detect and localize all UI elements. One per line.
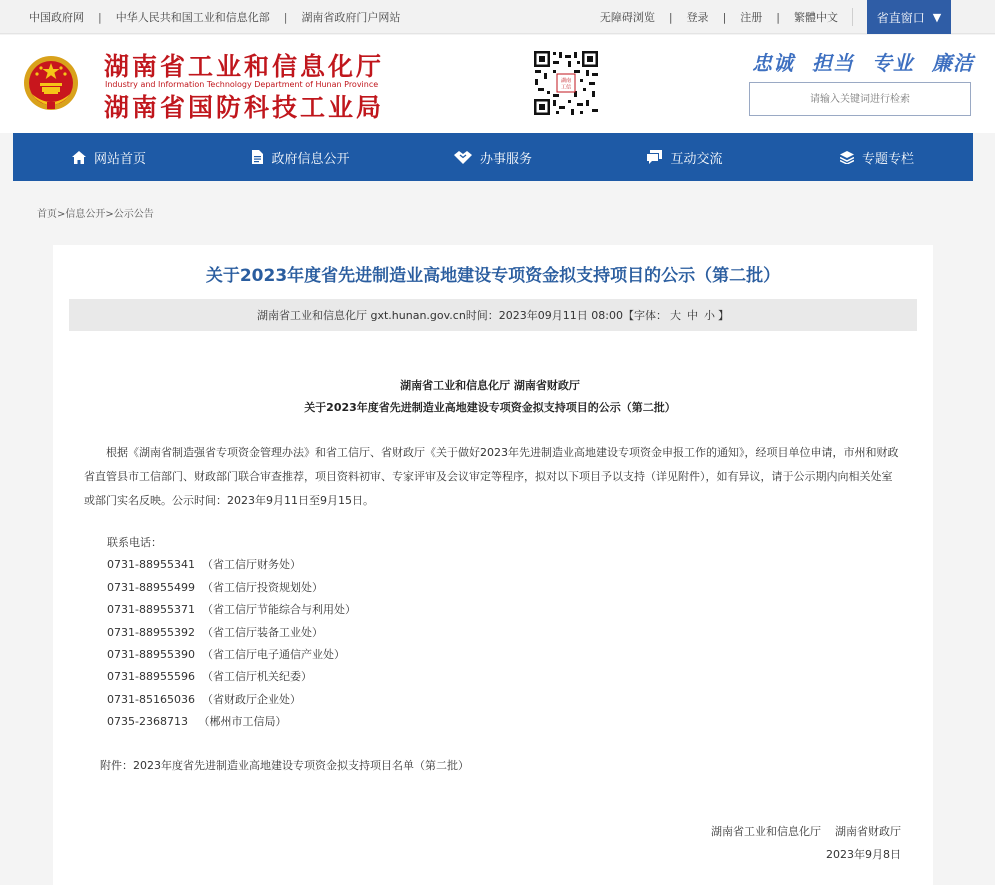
attachment: [100, 757, 469, 773]
contact-dept: （省工信厅节能综合与利用处）: [201, 603, 356, 617]
handshake-icon: [454, 151, 472, 164]
contact-phone: 0735-2368713: [107, 715, 188, 729]
nav-item-label: 网站首页: [93, 151, 146, 167]
article-body: 根据《湖南省制造强省专项资金管理办法》和省工信厅、省财政厅《关于做好2023年先进制造业高地建设专项资金申报工作的通知》，经项目单位申请，市州和财政省直管县市工信部门、财政部门联合审查推荐，项目资料初审、专家评审及会议审定等程序，拟对以下项目予以支持（详见附件），如有异议，请于公示期内向相关处室或部门实名反映。公示时间：2023年9月11日至9月15日。: [84, 446, 899, 507]
layers-icon: [840, 151, 854, 164]
article-title: 关于2023年度省先进制造业高地建设专项资金拟支持项目的公示（第二批）: [205, 266, 781, 286]
separator: |: [98, 10, 102, 24]
provincial-window-button[interactable]: [867, 0, 951, 34]
nav-item-label: 政府信息公开: [271, 151, 350, 167]
article-meta-bar: [69, 299, 917, 331]
slogan-word: 忠诚: [752, 51, 794, 75]
contact-item: [107, 622, 356, 644]
meta-time: 时间：2023年09月11日 08:00: [465, 309, 623, 322]
contact-phone: 0731-88955392: [107, 625, 195, 639]
document-issuers: 湖南省工业和信息化厅 湖南省财政厅: [400, 379, 580, 392]
org-title-english: Industry and Information Technology Department of Hunan Province: [105, 80, 379, 89]
meta-font-close: 】: [718, 309, 729, 322]
slogan: [752, 47, 984, 76]
document-heading: 关于2023年度省先进制造业高地建设专项资金拟支持项目的公示（第二批）: [304, 401, 676, 414]
main-nav: [13, 133, 973, 181]
login-link[interactable]: 登录: [686, 11, 709, 24]
meta-font-label: 【字体：: [623, 309, 667, 322]
document-icon: [252, 150, 263, 164]
link-gov-cn[interactable]: 中国政府网: [29, 11, 84, 24]
contact-item: [107, 599, 356, 621]
contact-phone: 0731-85165036: [107, 692, 195, 706]
divider: [852, 8, 853, 26]
contact-label: 联系电话：: [107, 536, 162, 549]
nav-item-services[interactable]: [397, 133, 589, 181]
register-link[interactable]: 注册: [740, 11, 763, 24]
nav-item-label: 办事服务: [479, 151, 532, 167]
contact-item: [107, 711, 356, 733]
attachment-label: 附件：: [100, 759, 133, 772]
contact-dept: （省财政厅企业处）: [201, 692, 301, 706]
contact-list: [107, 532, 356, 734]
slogan-word: 专业: [871, 51, 914, 75]
breadcrumb-home[interactable]: 首页: [37, 209, 57, 220]
contact-phone: 0731-88955341: [107, 558, 195, 572]
traditional-chinese-link[interactable]: 繁體中文: [794, 11, 838, 24]
contact-phone: 0731-88955596: [107, 670, 195, 684]
contact-item: [107, 644, 356, 666]
svg-text:工信: 工信: [560, 84, 572, 91]
breadcrumb-info-disclosure[interactable]: 信息公开: [65, 209, 106, 220]
chat-icon: [647, 150, 662, 164]
nav-item-gov-info[interactable]: [205, 133, 397, 181]
contact-dept: （省工信厅装备工业处）: [201, 625, 323, 639]
contact-phone: 0731-88955390: [107, 648, 195, 662]
caret-down-icon: ▼: [932, 10, 942, 24]
contact-dept: （省工信厅投资规划处）: [201, 580, 323, 594]
window-button-label: 省直窗口: [876, 10, 925, 25]
home-icon: [72, 151, 86, 164]
nav-item-interaction[interactable]: [589, 133, 781, 181]
contact-item: [107, 577, 356, 599]
slogan-word: 廉洁: [931, 51, 974, 75]
contact-dept: （省工信厅电子通信产业处）: [201, 648, 345, 662]
breadcrumb: [37, 205, 154, 220]
breadcrumb-separator: >: [57, 209, 66, 220]
nav-item-topics[interactable]: [781, 133, 973, 181]
contact-item: [107, 554, 356, 576]
contact-dept: （郴州市工信局）: [198, 715, 287, 729]
top-links: [29, 0, 400, 34]
font-size-large-button[interactable]: 大: [670, 309, 681, 322]
org-title-primary: 湖南省工业和信息化厅: [104, 52, 385, 81]
meta-source: 湖南省工业和信息化厅 gxt.hunan.gov.cn: [257, 309, 466, 322]
font-size-small-button[interactable]: 小: [704, 309, 715, 322]
signature-organizations: 湖南省工业和信息化厅 湖南省财政厅: [711, 825, 901, 838]
site-header: [0, 35, 995, 133]
accessibility-link[interactable]: 无障碍浏览: [599, 11, 655, 24]
signature-date: 2023年9月8日: [826, 848, 901, 861]
contact-phone: 0731-88955499: [107, 580, 195, 594]
separator: |: [776, 10, 780, 24]
attachment-link[interactable]: 2023年度省先进制造业高地建设专项资金拟支持项目名单（第二批）: [133, 759, 469, 772]
svg-text:湖南: 湖南: [560, 78, 572, 84]
link-miit[interactable]: 中华人民共和国工业和信息化部: [115, 11, 270, 24]
nav-item-label: 互动交流: [670, 151, 723, 167]
slogan-word: 担当: [811, 51, 854, 75]
contact-phone: 0731-88955371: [107, 603, 195, 617]
national-emblem-icon: [22, 54, 80, 112]
nav-item-label: 专题专栏: [861, 151, 914, 167]
font-size-medium-button[interactable]: 中: [687, 309, 698, 322]
contact-dept: （省工信厅机关纪委）: [201, 670, 312, 684]
contact-dept: （省工信厅财务处）: [201, 558, 301, 572]
nav-item-home[interactable]: [13, 133, 205, 181]
search-input[interactable]: [749, 82, 971, 116]
top-utility-bar: [0, 0, 995, 34]
separator: |: [722, 10, 727, 24]
article-container: [53, 245, 933, 885]
breadcrumb-separator: >: [105, 209, 114, 220]
contact-item: [107, 689, 356, 711]
link-hunan-gov[interactable]: 湖南省政府门户网站: [301, 11, 401, 24]
qr-code: [532, 49, 600, 117]
separator: |: [668, 10, 673, 24]
org-title-secondary: 湖南省国防科技工业局: [104, 93, 385, 122]
separator: |: [283, 10, 288, 24]
contact-item: [107, 666, 356, 688]
top-actions: [600, 0, 951, 34]
breadcrumb-announcements[interactable]: 公示公告: [113, 209, 154, 220]
